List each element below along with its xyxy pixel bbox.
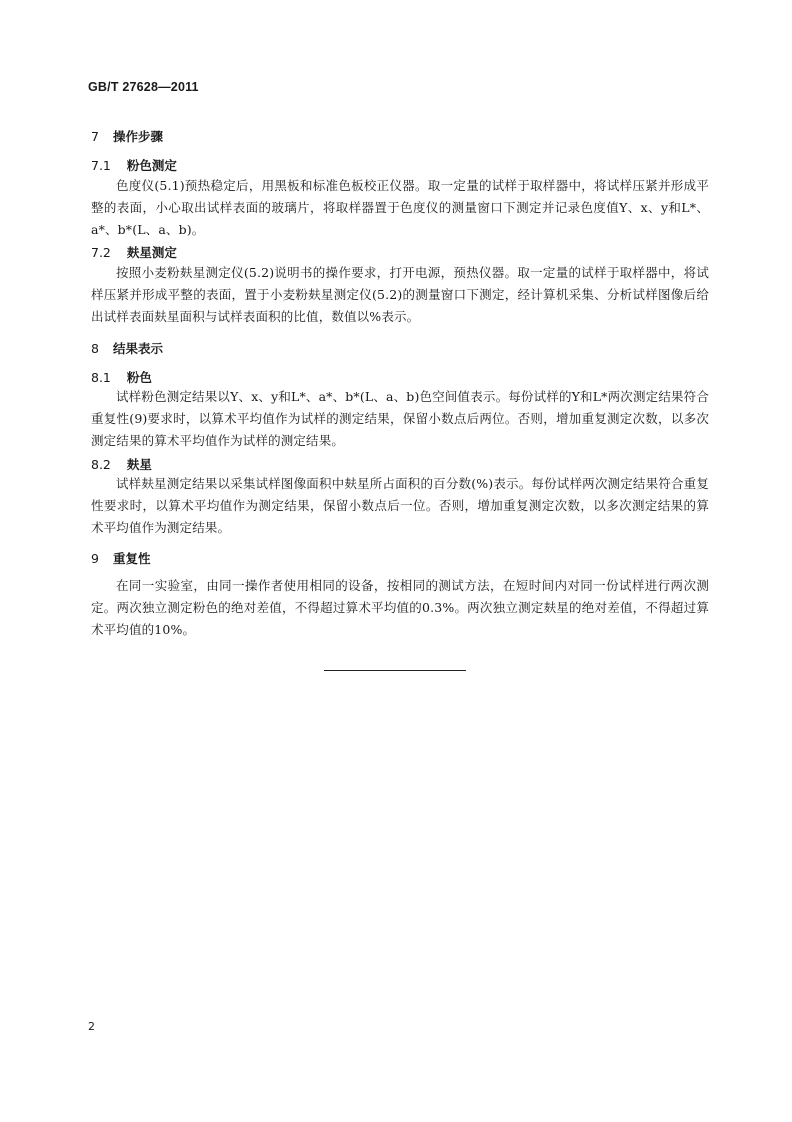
subsection-title: 麸星 xyxy=(126,457,152,472)
paragraph-7-1: 色度仪(5.1)预热稳定后，用黑板和标准色板校正仪器。取一定量的试样于取样器中，将试样压紧并形成平整的表面，小心取出试样表面的玻璃片，将取样器置于色度仪的测量窗口下测定并记录色度值Y、x、y和L*、a*、b*(L、a、b)。 xyxy=(91,178,709,237)
subsection-title: 麸星测定 xyxy=(126,245,177,260)
subsection-title: 粉色测定 xyxy=(126,158,177,173)
section-number: 9 xyxy=(91,551,99,566)
section-title: 结果表示 xyxy=(112,341,163,356)
subsection-number: 8.2 xyxy=(91,457,111,472)
section-title: 重复性 xyxy=(112,551,151,566)
section-heading-9 xyxy=(91,549,150,567)
section-heading-8 xyxy=(91,339,163,357)
document-code: GB/T 27628—2011 xyxy=(88,80,199,94)
subsection-heading-8-1 xyxy=(91,368,152,386)
subsection-number: 7.2 xyxy=(91,245,111,260)
subsection-heading-8-2 xyxy=(91,455,152,473)
subsection-number: 7.1 xyxy=(91,158,111,173)
subsection-title: 粉色 xyxy=(126,370,152,385)
paragraph-9: 在同一实验室，由同一操作者使用相同的设备，按相同的测试方法，在短时间内对同一份试样进行两次测定。两次独立测定粉色的绝对差值，不得超过算术平均值的0.3%。两次独立测定麸星的绝对差值，不得超过算术平均值的10%。 xyxy=(91,578,709,637)
section-number: 7 xyxy=(91,129,99,144)
end-rule xyxy=(324,670,466,671)
section-title: 操作步骤 xyxy=(112,129,163,144)
section-number: 8 xyxy=(91,341,99,356)
page-number: 2 xyxy=(88,1020,95,1033)
paragraph-8-1: 试样粉色测定结果以Y、x、y和L*、a*、b*(L、a、b)色空间值表示。每份试样的Y和L*两次测定结果符合重复性(9)要求时，以算术平均值作为试样的测定结果，保留小数点后两位。否则，增加重复测定次数，以多次测定结果的算术平均值作为试样的测定结果。 xyxy=(91,389,709,448)
paragraph-7-2: 按照小麦粉麸星测定仪(5.2)说明书的操作要求，打开电源，预热仪器。取一定量的试样于取样器中，将试样压紧并形成平整的表面，置于小麦粉麸星测定仪(5.2)的测量窗口下测定，经计算机采集、分析试样图像后给出试样表面麸星面积与试样表面积的比值，数值以%表示。 xyxy=(91,265,709,324)
subsection-heading-7-1 xyxy=(91,156,177,174)
subsection-heading-7-2 xyxy=(91,243,177,261)
subsection-number: 8.1 xyxy=(91,370,111,385)
section-heading-7 xyxy=(91,127,163,145)
paragraph-8-2: 试样麸星测定结果以采集试样图像面积中麸星所占面积的百分数(%)表示。每份试样两次测定结果符合重复性要求时，以算术平均值作为测定结果，保留小数点后一位。否则，增加重复测定次数，以多次测定结果的算术平均值作为测定结果。 xyxy=(91,476,709,535)
